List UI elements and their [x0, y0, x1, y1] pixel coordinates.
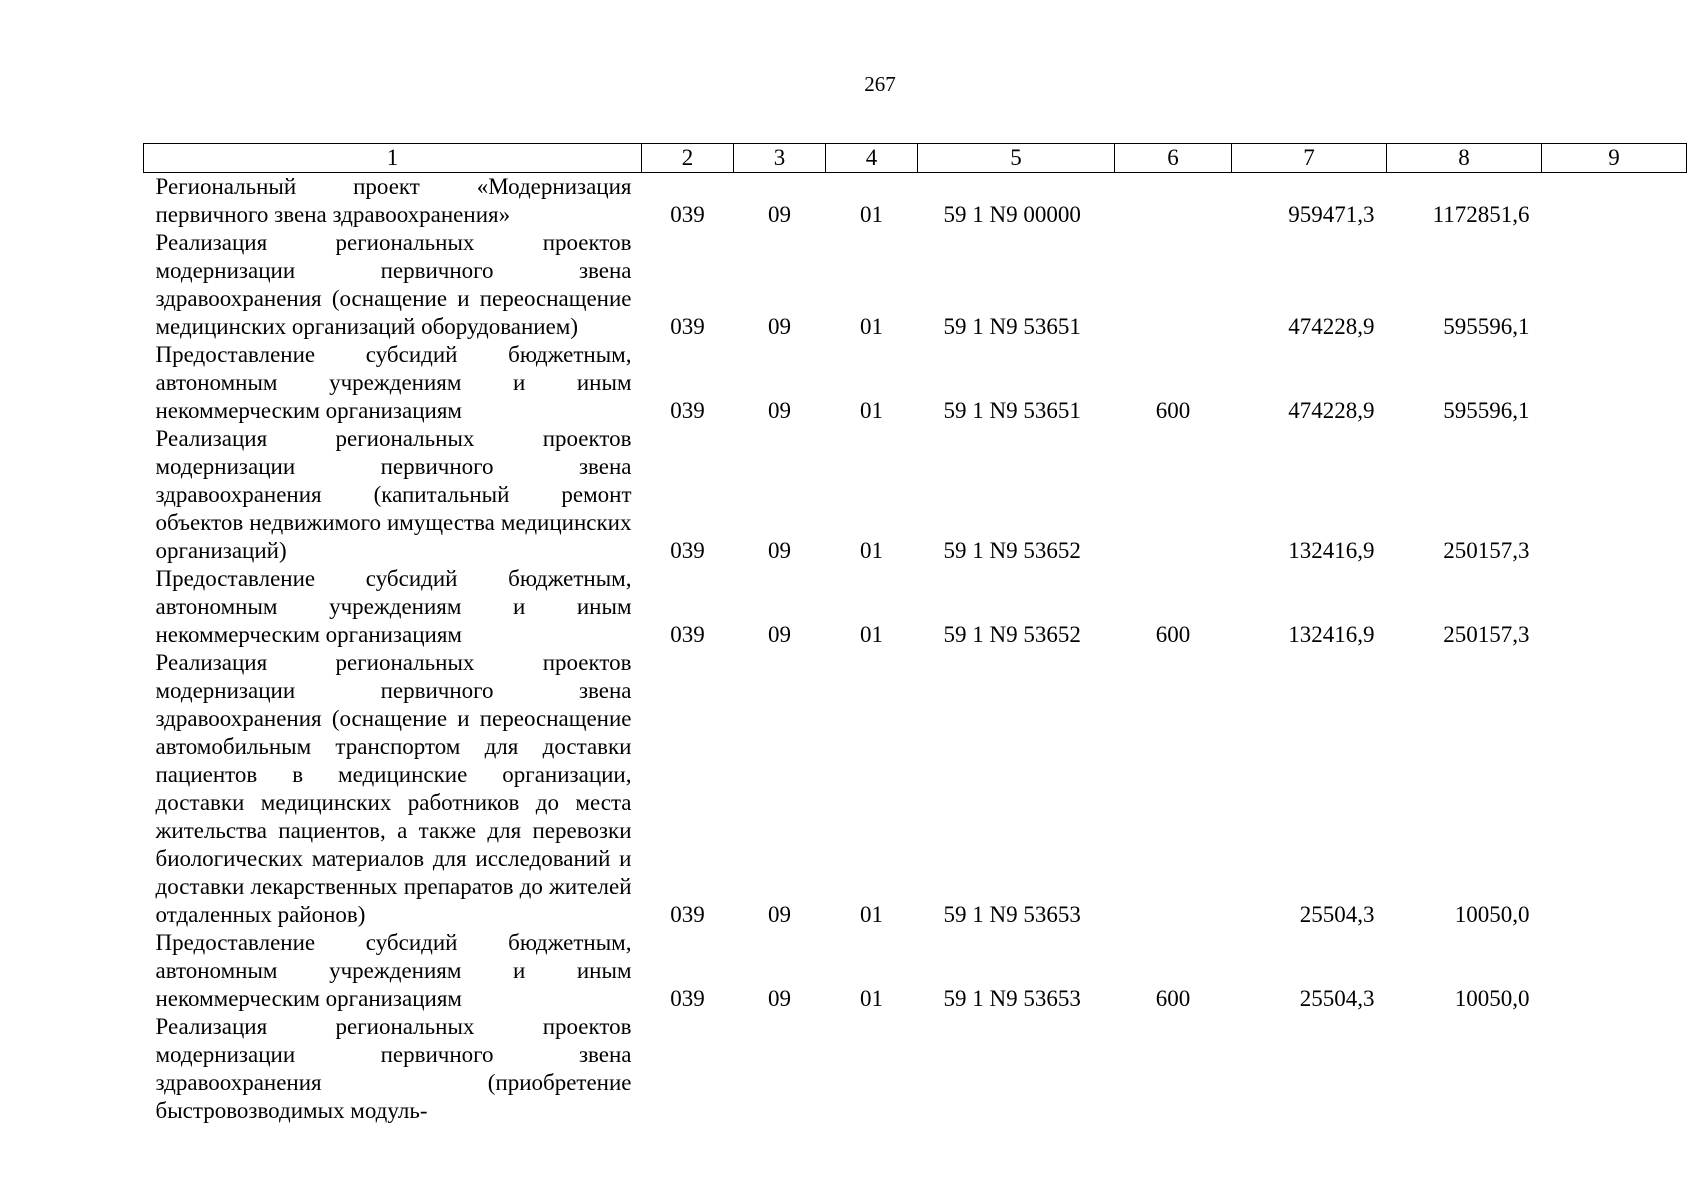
row-sum-col8: 10050,0: [1454, 986, 1530, 1011]
row-expense-type: 600: [1155, 986, 1191, 1011]
row-expense-type: 600: [1155, 398, 1191, 423]
header-col-6: 6: [1115, 144, 1232, 173]
header-col-3: 3: [734, 144, 826, 173]
row-sum-col7: 132416,9: [1288, 538, 1375, 563]
row-ministry: 039: [670, 986, 705, 1011]
row-expense-type: 600: [1155, 622, 1191, 647]
row-sum-col8: 250157,3: [1443, 538, 1530, 563]
row-sum-col7: 474228,9: [1288, 398, 1375, 423]
row-section: 09: [768, 902, 791, 927]
row-ministry: [642, 1013, 734, 1125]
row-col9: [1542, 649, 1687, 929]
row-subsection: 01: [860, 398, 883, 423]
header-col-2: 2: [642, 144, 734, 173]
row-sum-col8: 1172851,6: [1432, 202, 1530, 227]
row-col9: [1542, 341, 1687, 425]
row-ministry: 039: [670, 398, 705, 423]
row-target-code: 59 1 N9 53651: [943, 314, 1081, 339]
row-target-code: [918, 1013, 1115, 1125]
row-col9: [1542, 929, 1687, 1013]
row-name: Предоставление субсидий бюджетным, автономным учреждениям и иным некоммерческим организациям: [155, 342, 632, 423]
row-ministry: 039: [670, 538, 705, 563]
row-sum-col8: 595596,1: [1443, 398, 1530, 423]
header-col-4: 4: [826, 144, 918, 173]
table-row: [144, 425, 1687, 565]
row-subsection: 01: [860, 622, 883, 647]
header-row: [144, 144, 1687, 173]
row-ministry: 039: [670, 202, 705, 227]
row-sum-col7: 25504,3: [1299, 986, 1375, 1011]
row-expense-type: [1115, 425, 1232, 565]
row-name: Предоставление субсидий бюджетным, автономным учреждениям и иным некоммерческим организациям: [155, 566, 632, 647]
row-sum-col7: 474228,9: [1288, 314, 1375, 339]
row-name: Реализация региональных проектов модернизации первичного звена здравоохранения (оснащение и переоснащение медицинских организаций оборудованием): [155, 230, 632, 339]
row-subsection: 01: [860, 202, 883, 227]
row-subsection: 01: [860, 314, 883, 339]
row-target-code: 59 1 N9 53651: [943, 398, 1081, 423]
row-expense-type: [1115, 1013, 1232, 1125]
row-expense-type: [1115, 649, 1232, 929]
table-header: [144, 144, 1687, 173]
row-sum-col8: 595596,1: [1443, 314, 1530, 339]
row-section: 09: [768, 986, 791, 1011]
row-name: Реализация региональных проектов модернизации первичного звена здравоохранения (оснащение и переоснащение автомобильным транспортом для доставки пациентов в медицинские организации, доставки медицинских работников до места жительства пациентов, а также для перевозки биологических материалов для исследований и доставки лекарственных препаратов до жителей отдаленных районов): [155, 650, 632, 927]
row-ministry: 039: [670, 902, 705, 927]
row-expense-type: [1115, 173, 1232, 230]
row-ministry: 039: [670, 314, 705, 339]
row-sum-col7: 25504,3: [1299, 902, 1375, 927]
row-section: 09: [768, 202, 791, 227]
header-col-8: 8: [1387, 144, 1542, 173]
row-col9: [1542, 173, 1687, 230]
row-section: 09: [768, 622, 791, 647]
table-row: [144, 565, 1687, 649]
row-subsection: 01: [860, 902, 883, 927]
row-target-code: 59 1 N9 53652: [943, 538, 1081, 563]
header-col-7: 7: [1232, 144, 1387, 173]
row-section: 09: [768, 538, 791, 563]
row-ministry: 039: [670, 622, 705, 647]
row-name: Региональный проект «Модернизация первичного звена здравоохранения»: [155, 174, 632, 227]
header-col-1: 1: [144, 144, 642, 173]
table-row: [144, 649, 1687, 929]
row-section: 09: [768, 398, 791, 423]
row-subsection: 01: [860, 538, 883, 563]
page-number: 267: [864, 72, 896, 96]
row-col9: [1542, 1013, 1687, 1125]
table-row: [144, 229, 1687, 341]
row-name: Реализация региональных проектов модернизации первичного звена здравоохранения (приобретение быстровозводимых модуль-: [155, 1014, 632, 1123]
row-section: [734, 1013, 826, 1125]
row-subsection: 01: [860, 986, 883, 1011]
row-expense-type: [1115, 229, 1232, 341]
row-col9: [1542, 229, 1687, 341]
row-sum-col8: [1387, 1013, 1542, 1125]
row-sum-col7: [1232, 1013, 1387, 1125]
table-row: [144, 173, 1687, 230]
row-target-code: 59 1 N9 53653: [943, 986, 1081, 1011]
table-row: [144, 1013, 1687, 1125]
row-target-code: 59 1 N9 00000: [943, 202, 1081, 227]
row-subsection: [826, 1013, 918, 1125]
row-target-code: 59 1 N9 53652: [943, 622, 1081, 647]
table-row: [144, 341, 1687, 425]
table-body: [144, 173, 1687, 1126]
row-sum-col7: 132416,9: [1288, 622, 1375, 647]
row-name: Реализация региональных проектов модернизации первичного звена здравоохранения (капитальный ремонт объектов недвижимого имущества медицинских организаций): [155, 426, 632, 563]
header-col-5: 5: [918, 144, 1115, 173]
row-sum-col8: 250157,3: [1443, 622, 1530, 647]
row-target-code: 59 1 N9 53653: [943, 902, 1081, 927]
row-sum-col8: 10050,0: [1454, 902, 1530, 927]
row-sum-col7: 959471,3: [1288, 202, 1375, 227]
header-col-9: 9: [1542, 144, 1687, 173]
row-name: Предоставление субсидий бюджетным, автономным учреждениям и иным некоммерческим организациям: [155, 930, 632, 1011]
row-col9: [1542, 425, 1687, 565]
row-section: 09: [768, 314, 791, 339]
row-col9: [1542, 565, 1687, 649]
budget-table: [143, 143, 1687, 1125]
table-row: [144, 929, 1687, 1013]
